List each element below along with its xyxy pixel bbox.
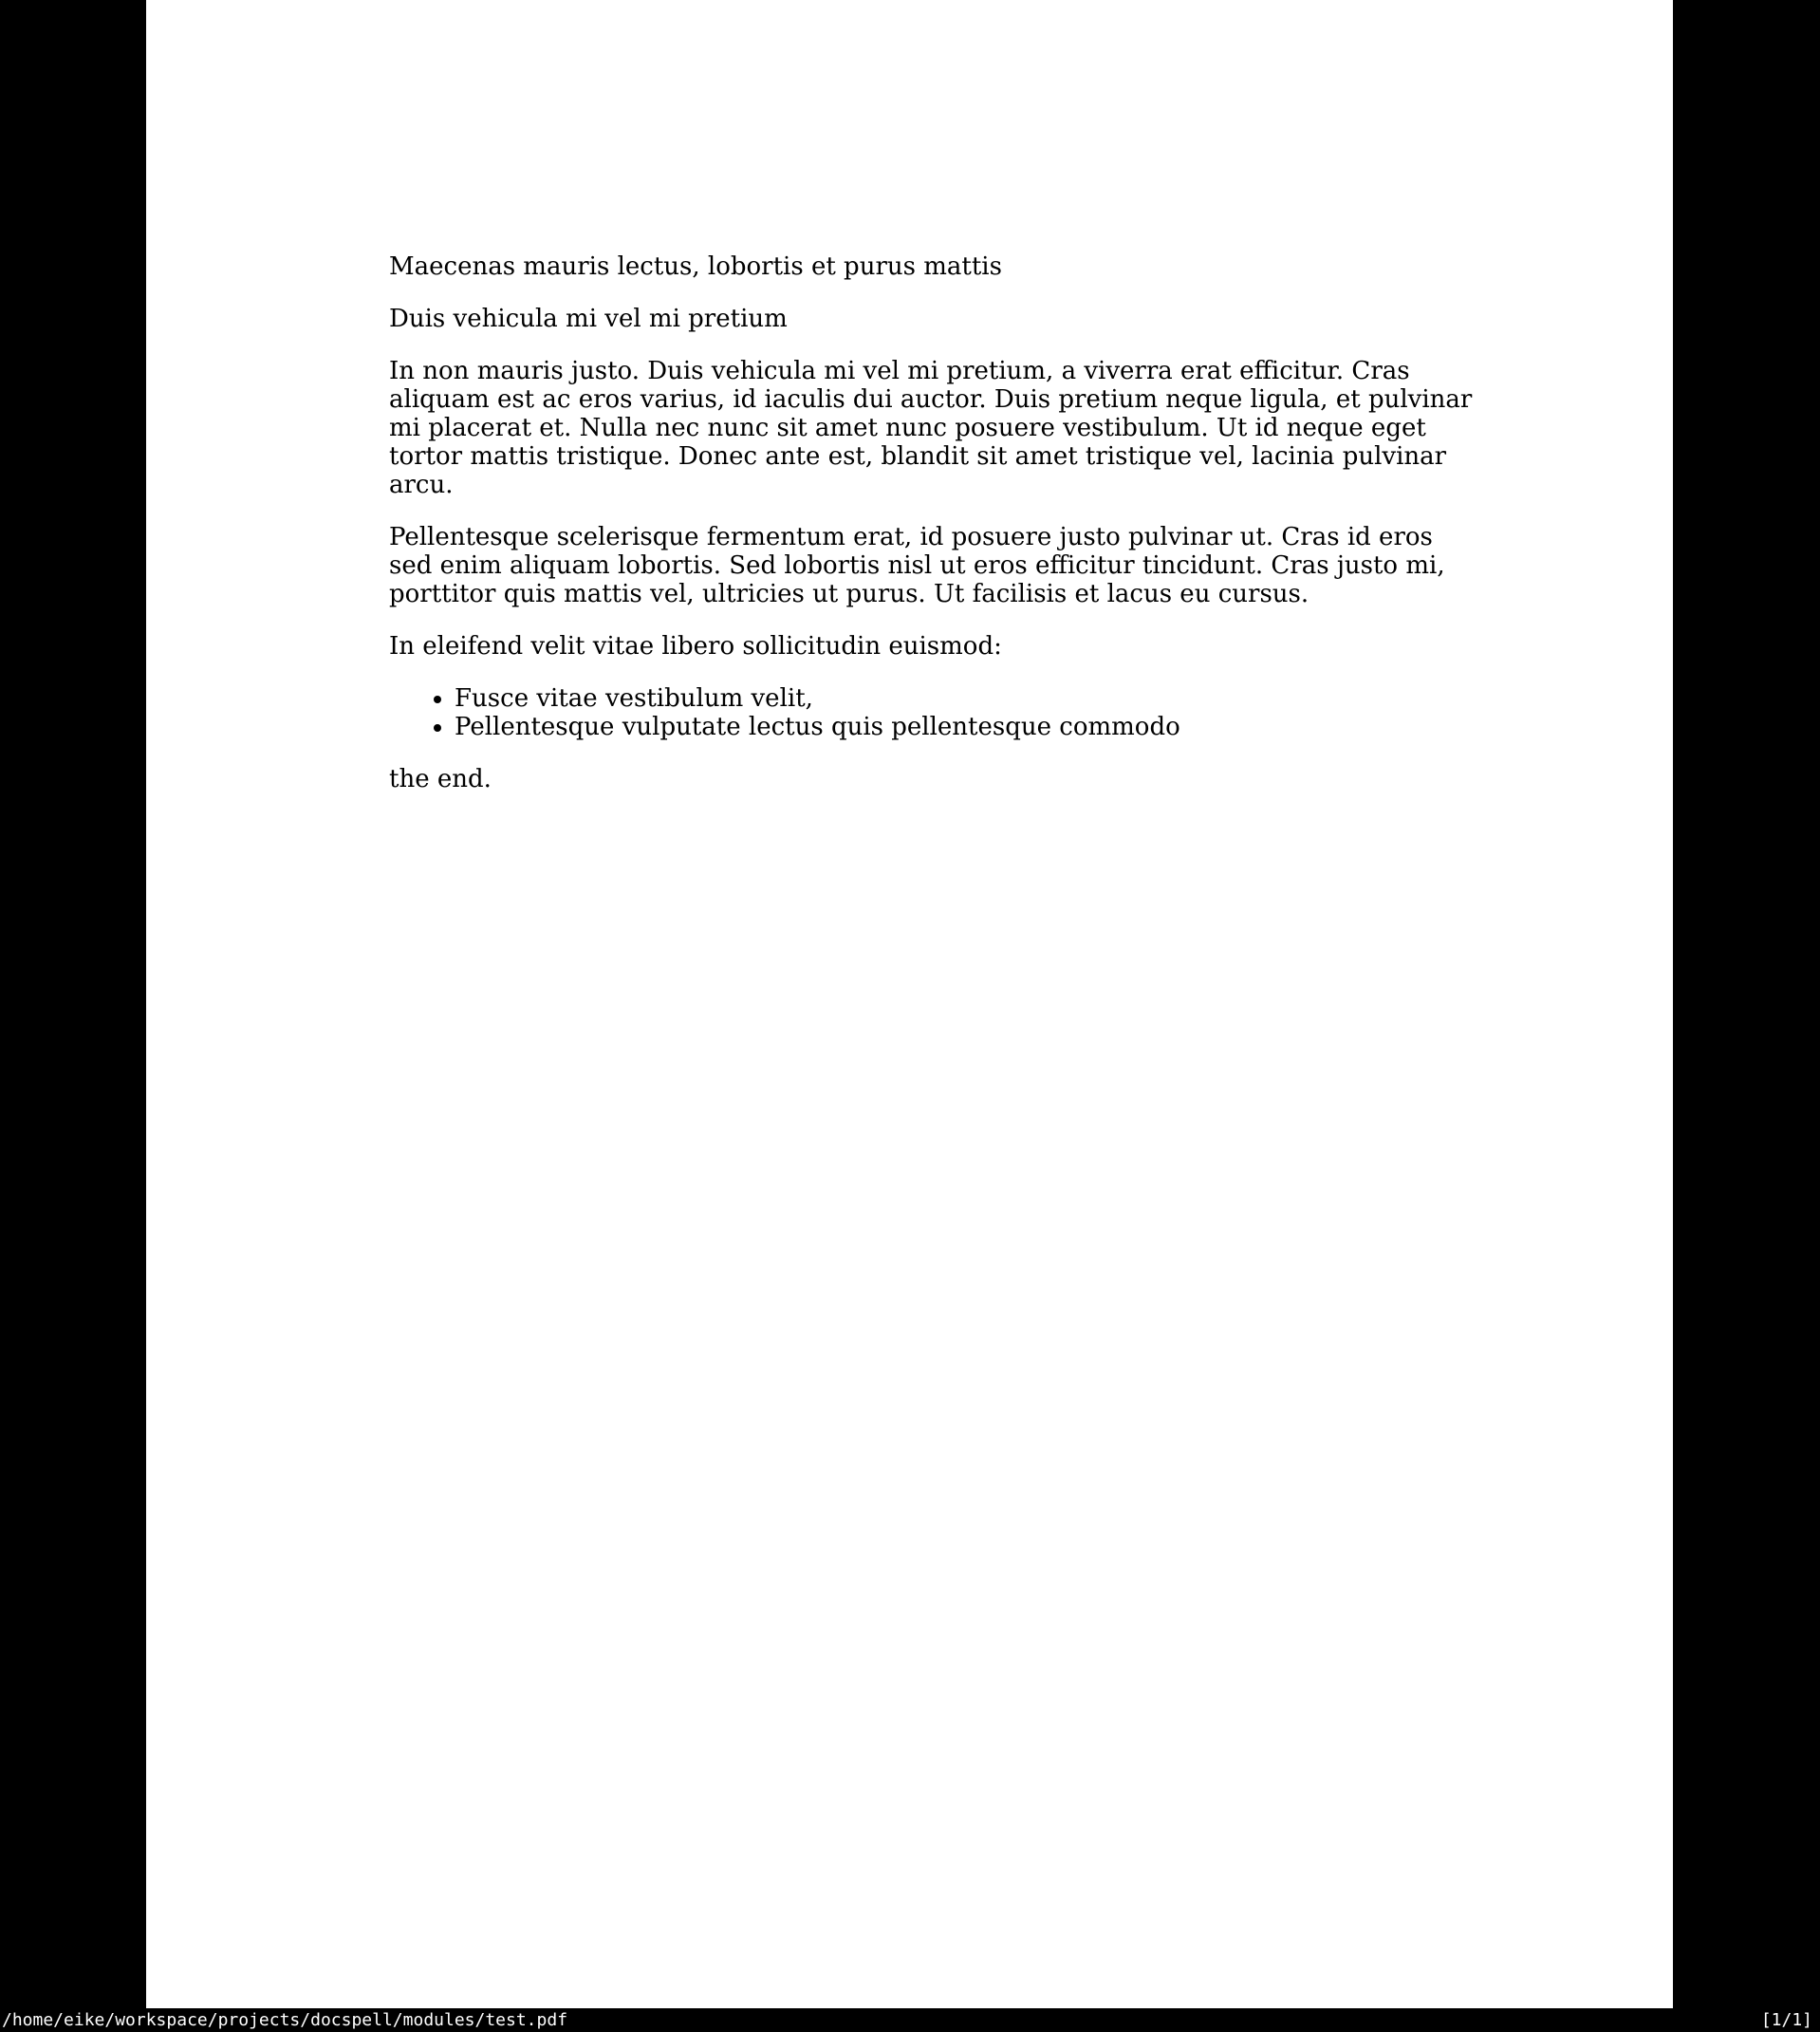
document-page[interactable] (146, 0, 1673, 2008)
text-line: the end. (389, 765, 492, 793)
statusbar-page-indicator: [1/1] (1760, 2010, 1812, 2030)
text-line: Duis vehicula mi vel mi pretium (389, 305, 788, 333)
text-line: tortor mattis tristique. Donec ante est, blandit sit amet tristique vel, lacinia pulvinar (389, 442, 1447, 471)
text-line: Maecenas mauris lectus, lobortis et purus mattis (389, 252, 1002, 281)
text-line: arcu. (389, 471, 454, 499)
text-line: In eleifend velit vitae libero sollicitudin euismod: (389, 632, 1002, 661)
paragraph-1 (389, 357, 1604, 499)
statusbar-file-path: /home/eike/workspace/projects/docspell/modules/test.pdf (2, 2010, 568, 2030)
text-line: aliquam est ac eros varius, id iaculis dui auctor. Duis pretium neque ligula, et pulvinar (389, 385, 1473, 414)
statusbar (0, 2008, 1820, 2032)
document-text-content (389, 252, 1604, 817)
text-line: Pellentesque scelerisque fermentum erat, id posuere justo pulvinar ut. Cras id eros (389, 523, 1433, 551)
bullet-list-item: • Pellentesque vulputate lectus quis pellentesque commodo (455, 713, 1604, 741)
paragraph-closing (389, 765, 1604, 793)
bullet-list-item: • Fusce vitae vestibulum velit, (455, 684, 1604, 713)
paragraph-heading-1 (389, 252, 1604, 281)
text-line: mi placerat et. Nulla nec nunc sit amet nunc posuere vestibulum. Ut id neque eget (389, 414, 1426, 442)
text-line: In non mauris justo. Duis vehicula mi vel mi pretium, a viverra erat efficitur. Cras (389, 357, 1410, 385)
paragraph-3 (389, 632, 1604, 661)
text-line: sed enim aliquam lobortis. Sed lobortis nisl ut eros efficitur tincidunt. Cras justo mi, (389, 551, 1445, 580)
bullet-list (389, 684, 1604, 741)
text-line: porttitor quis mattis vel, ultricies ut purus. Ut facilisis et lacus eu cursus. (389, 580, 1309, 608)
paragraph-2 (389, 523, 1604, 608)
paragraph-heading-2 (389, 305, 1604, 333)
